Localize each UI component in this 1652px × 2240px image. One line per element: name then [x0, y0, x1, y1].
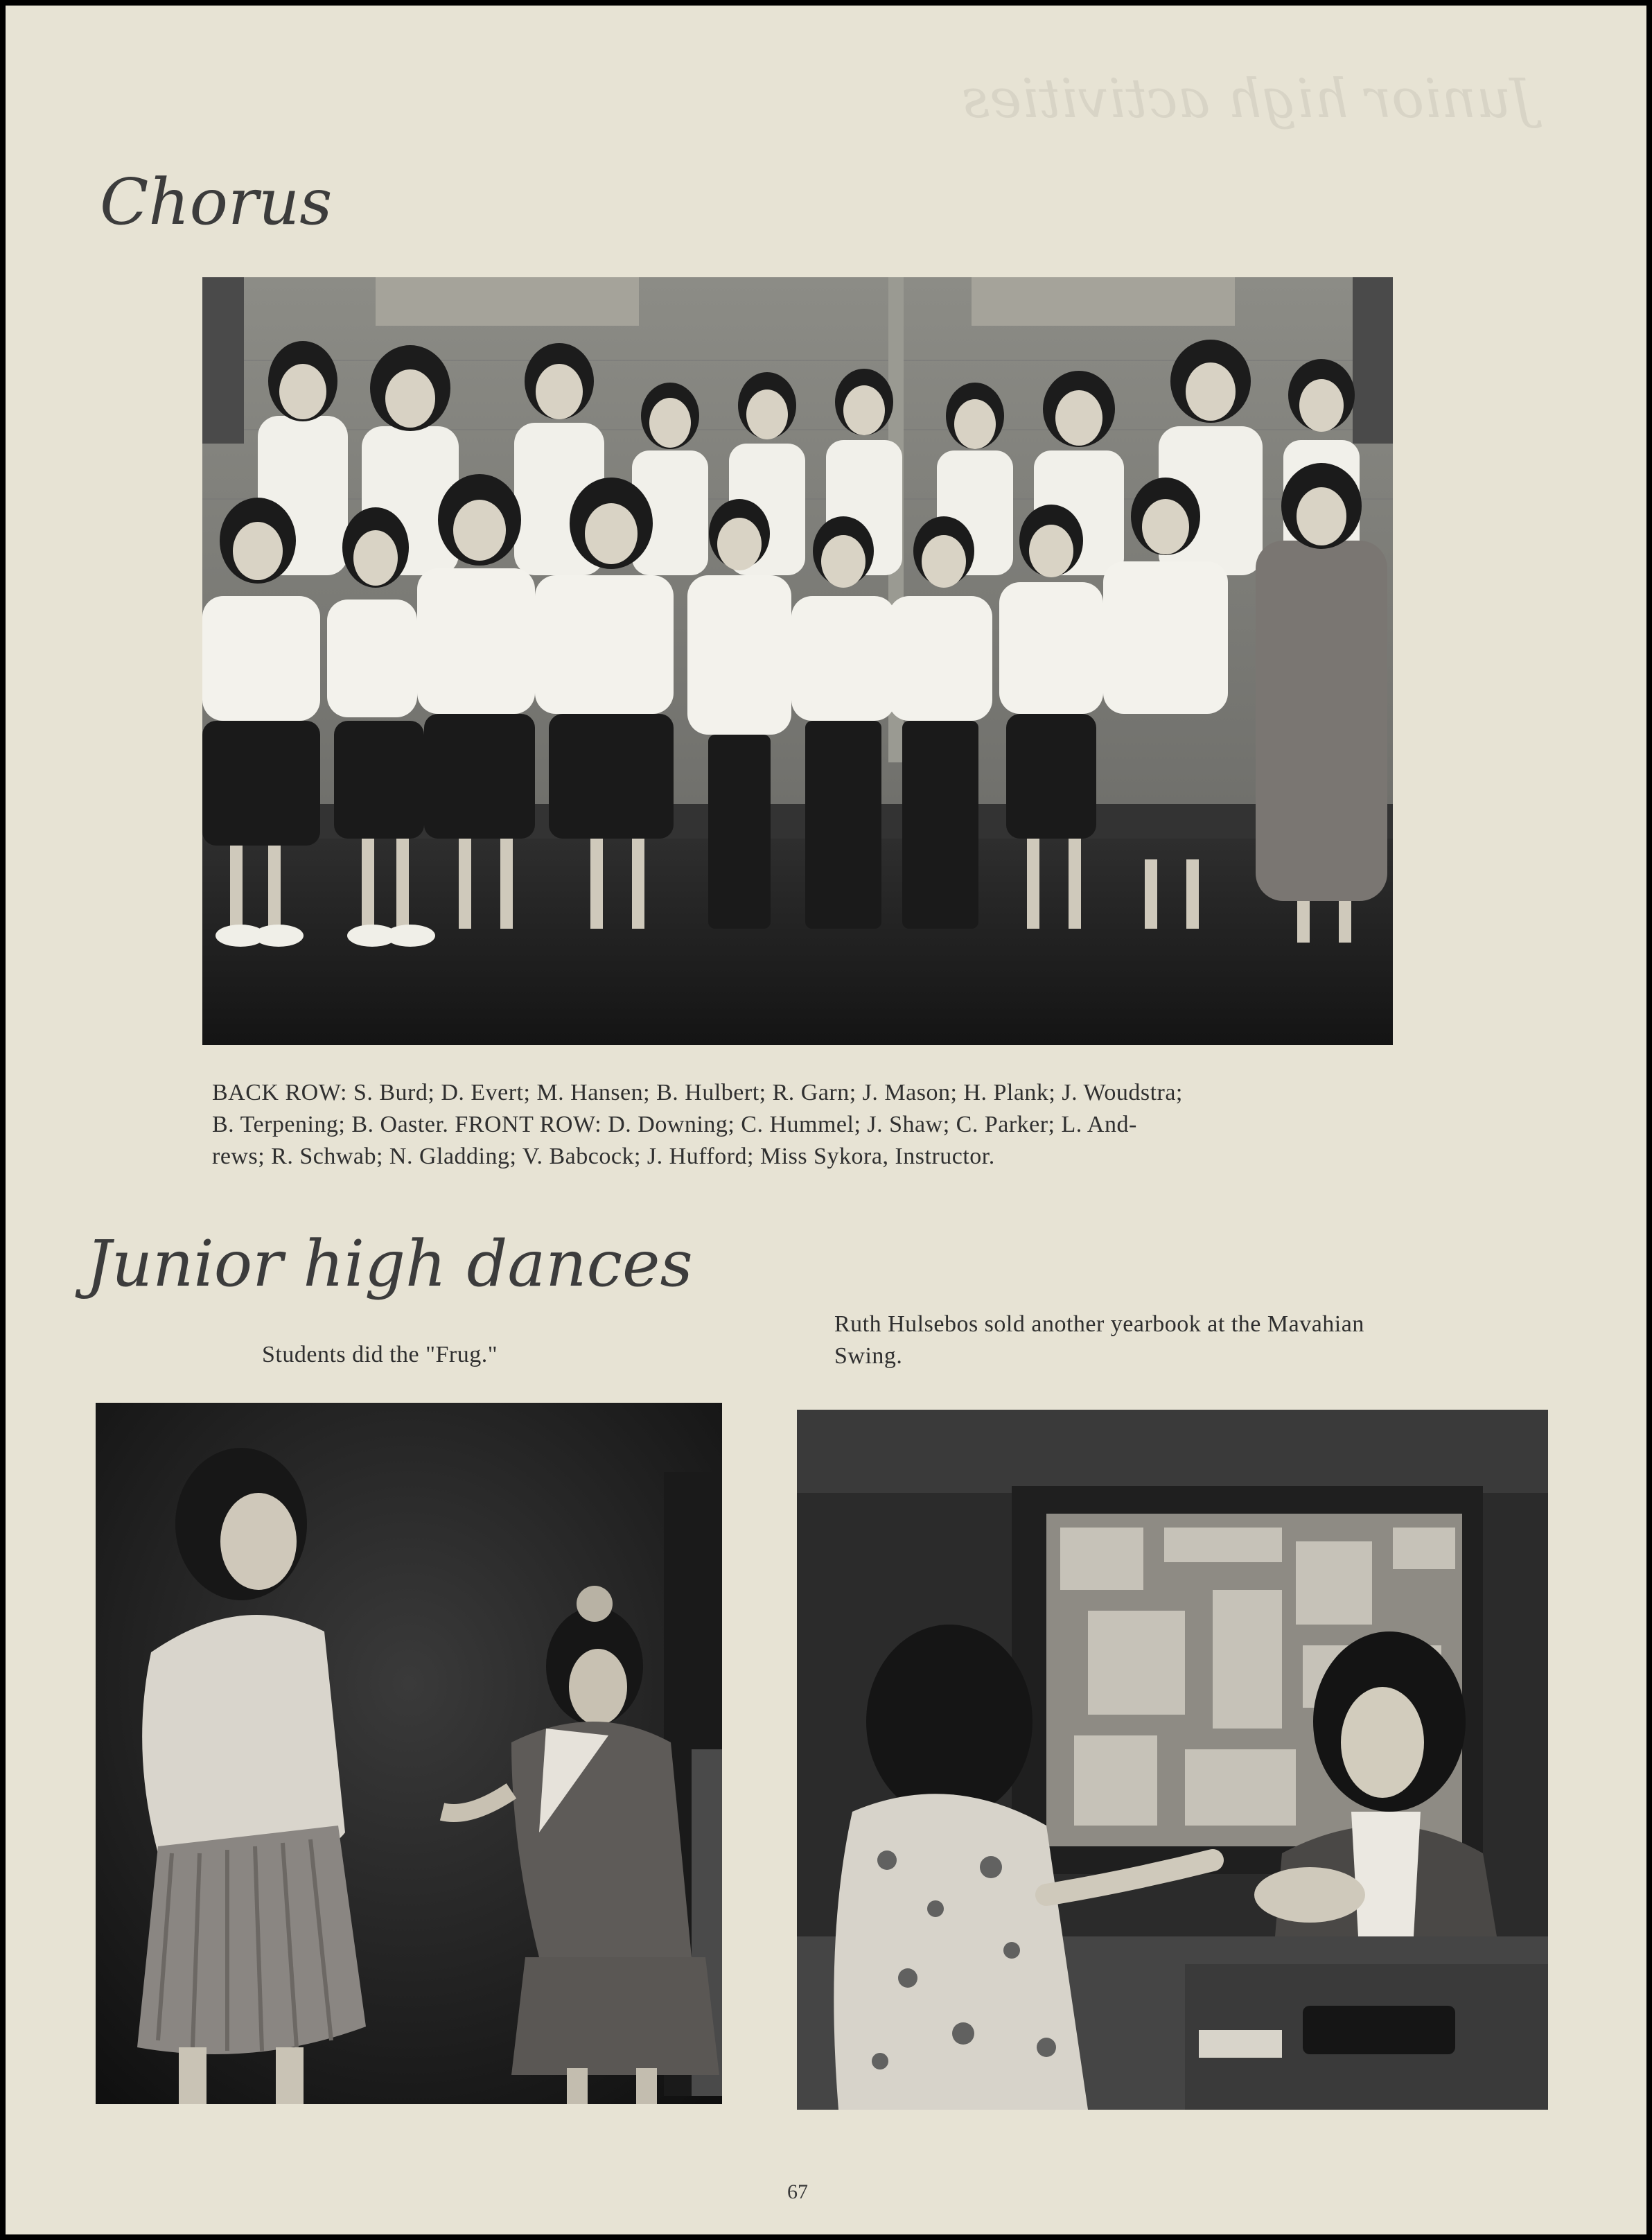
yearbook-page [6, 6, 1646, 2234]
chorus-heading: Chorus [100, 165, 333, 239]
chorus-caption-line: rews; R. Schwab; N. Gladding; V. Babcock; J. Hufford; Miss Sykora, Instructor. [212, 1144, 995, 1169]
chorus-caption-line: BACK ROW: S. Burd; D. Evert; M. Hansen; B. Hulbert; R. Garn; J. Mason; H. Plank; J. Woudstra; [212, 1080, 1183, 1105]
frug-caption: Students did the "Frug." [262, 1342, 498, 1367]
yearbook-sale-caption-line: Ruth Hulsebos sold another yearbook at the Mavahian [834, 1311, 1364, 1337]
bleed-through-text: Junior high activities [962, 68, 1533, 130]
chorus-group-photo [202, 277, 1393, 1045]
yearbook-sale-caption [834, 1309, 1597, 1372]
chorus-caption [212, 1077, 1432, 1173]
dances-heading: Junior high dances [86, 1227, 693, 1301]
yearbook-sale-photo [797, 1410, 1548, 2110]
page-number: 67 [787, 2180, 808, 2203]
frug-dance-photo [96, 1403, 722, 2104]
yearbook-sale-caption-line: Swing. [834, 1343, 903, 1369]
chorus-caption-line: B. Terpening; B. Oaster. FRONT ROW: D. Downing; C. Hummel; J. Shaw; C. Parker; L. And- [212, 1112, 1137, 1137]
